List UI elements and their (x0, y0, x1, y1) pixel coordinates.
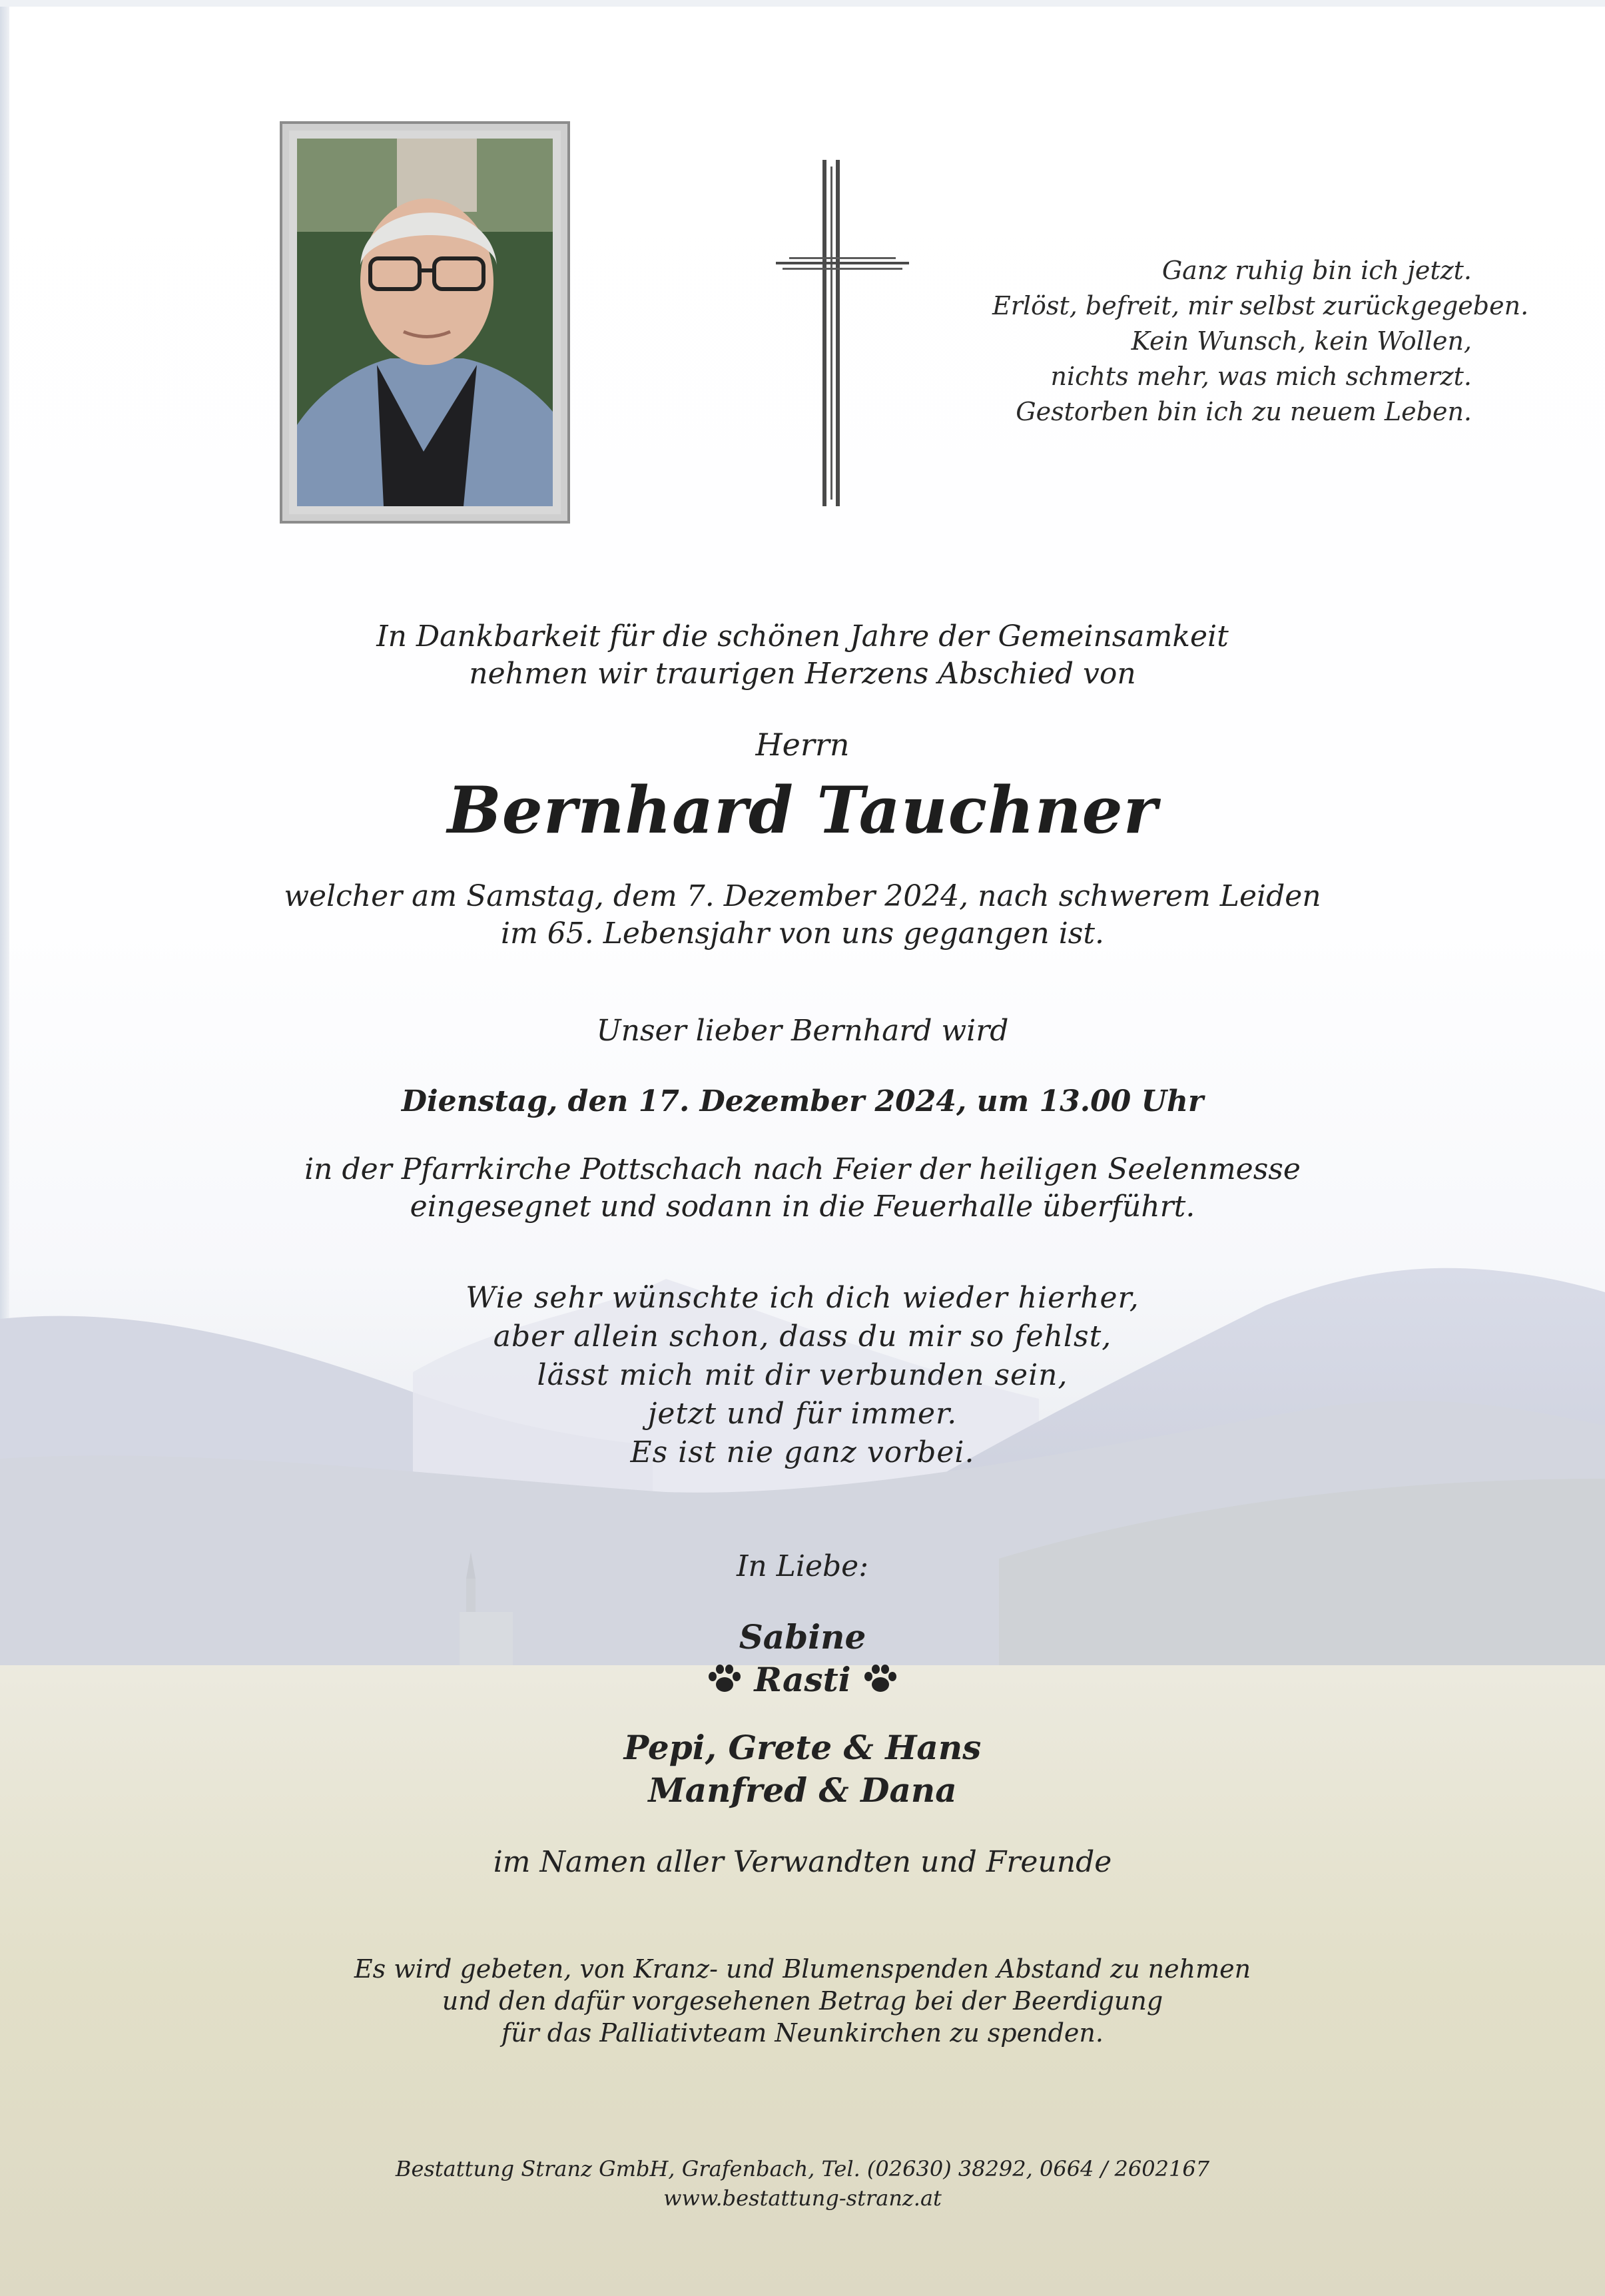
relatives-line: im Namen aller Verwandten und Freunde (493, 1845, 1112, 1879)
bottom-poem (0, 1279, 1605, 1472)
donation-note-line: und den dafür vorgesehenen Betrag bei der Beerdigung (442, 1986, 1163, 2016)
mourners-family-line: Manfred & Dana (648, 1770, 957, 1810)
intro-line: nehmen wir traurigen Herzens Abschied von (469, 657, 1136, 691)
top-poem-line: nichts mehr, was mich schmerzt. (1050, 362, 1472, 391)
death-info-line: welcher am Samstag, dem 7. Dezember 2024, nach schwerem Leiden (284, 879, 1321, 913)
top-poem-line: Erlöst, befreit, mir selbst zurückgegeben. (992, 291, 1529, 320)
funeral-place-line: eingesegnet und sodann in die Feuerhalle überführt. (410, 1190, 1195, 1224)
bottom-poem-line: Wie sehr wünschte ich dich wieder hierher, (466, 1281, 1139, 1315)
top-poem-line: Kein Wunsch, kein Wollen, (1131, 326, 1472, 356)
intro-text (0, 618, 1605, 693)
bottom-poem-line: lässt mich mit dir verbunden sein, (537, 1358, 1068, 1392)
funeral-intro: Unser lieber Bernhard wird (596, 1014, 1009, 1048)
cross-icon (776, 160, 909, 506)
top-poem (992, 253, 1529, 430)
mourners-family-line: Pepi, Grete & Hans (623, 1728, 982, 1767)
top-poem-line: Ganz ruhig bin ich jetzt. (1161, 256, 1472, 285)
donation-note-line: für das Palliativteam Neunkirchen zu spenden. (501, 2018, 1104, 2048)
bottom-poem-line: aber allein schon, dass du mir so fehlst, (493, 1320, 1112, 1353)
mourner-pet-line (0, 1659, 1605, 1701)
top-poem-line: Gestorben bin ich zu neuem Leben. (1016, 397, 1472, 426)
bottom-poem-line: jetzt und für immer. (647, 1397, 958, 1431)
deceased-name: Bernhard Tauchner (447, 773, 1158, 848)
salutation: Herrn (755, 727, 850, 763)
company-line: Bestattung Stranz GmbH, Grafenbach, Tel. (02630) 38292, 0664 / 2602167 (395, 2156, 1210, 2181)
company-website: www.bestattung-stranz.at (663, 2185, 942, 2211)
death-info-line: im 65. Lebensjahr von uns gegangen ist. (500, 917, 1105, 951)
death-info (0, 878, 1605, 953)
portrait-image (297, 139, 553, 506)
paw-icon (863, 1663, 898, 1695)
bottom-poem-line: Es ist nie ganz vorbei. (630, 1435, 975, 1469)
mourner-pet: Rasti (754, 1660, 851, 1699)
funeral-date: Dienstag, den 17. Dezember 2024, um 13.00 Uhr (401, 1084, 1204, 1118)
paw-icon (707, 1663, 742, 1695)
portrait-photo (280, 121, 570, 524)
funeral-place-line: in der Pfarrkirche Pottschach nach Feier der heiligen Seelenmesse (304, 1152, 1301, 1186)
page-edge-top (0, 0, 1605, 7)
in-love-label: In Liebe: (736, 1549, 869, 1583)
donation-note (0, 1953, 1605, 2049)
intro-line: In Dankbarkeit für die schönen Jahre der Gemeinsamkeit (376, 619, 1229, 653)
funeral-company (0, 2154, 1605, 2213)
mourners-family (0, 1726, 1605, 1812)
donation-note-line: Es wird gebeten, von Kranz- und Blumenspenden Abstand zu nehmen (354, 1954, 1251, 1984)
mourner-primary: Sabine (739, 1617, 866, 1657)
funeral-place (0, 1151, 1605, 1226)
